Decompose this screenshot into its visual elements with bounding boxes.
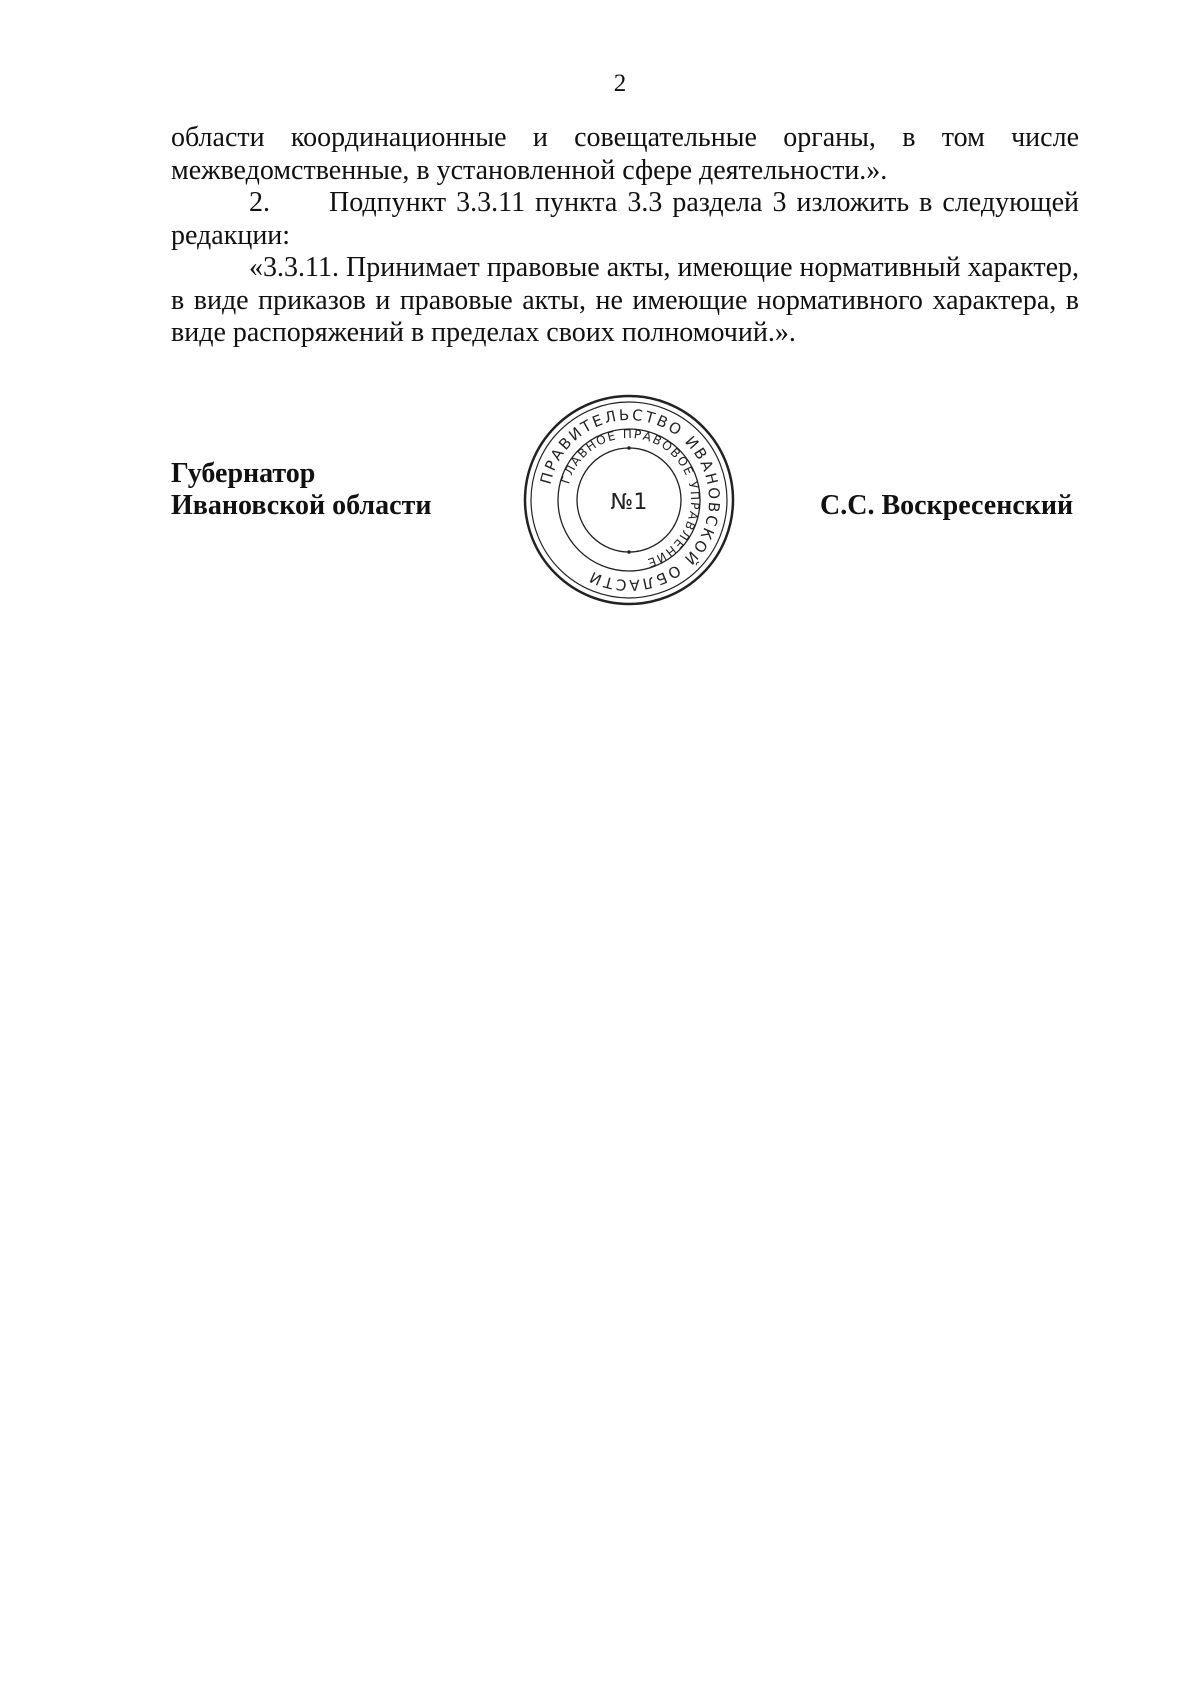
item-number: 2. [249,187,270,218]
paragraph-continuation: области координационные и совещательные органы, в том числе межведомственные, в установленной сфере деятельности.». [171,122,1079,186]
signatory-name: С.С. Воскресенский [820,490,1074,521]
item-text: Подпункт 3.3.11 пункта 3.3 раздела 3 изложить в следующей редакции: [171,187,1079,251]
seal-center-text: №1 [610,490,648,515]
official-seal-stamp [519,390,739,610]
signatory-position-line1: Губернатор [171,458,316,489]
page-number: 2 [613,70,627,97]
seal-outer-text: ПРАВИТЕЛЬСТВО ИВАНОВСКОЙ ОБЛАСТИ [536,405,724,595]
signatory-position-line2: Ивановской области [171,490,432,521]
paragraph-quoted-clause: «3.3.11. Принимает правовые акты, имеющие нормативный характер, в виде приказов и правовые акты, не имеющие нормативного характера, в виде распоряжений в пределах своих полномочий.». [171,252,1079,348]
seal-inner-text: ГЛАВНОЕ ПРАВОВОЕ УПРАВЛЕНИЕ [558,426,703,571]
paragraph-item-2 [171,187,1079,252]
document-body [171,122,1079,350]
signatory-position [171,458,431,522]
